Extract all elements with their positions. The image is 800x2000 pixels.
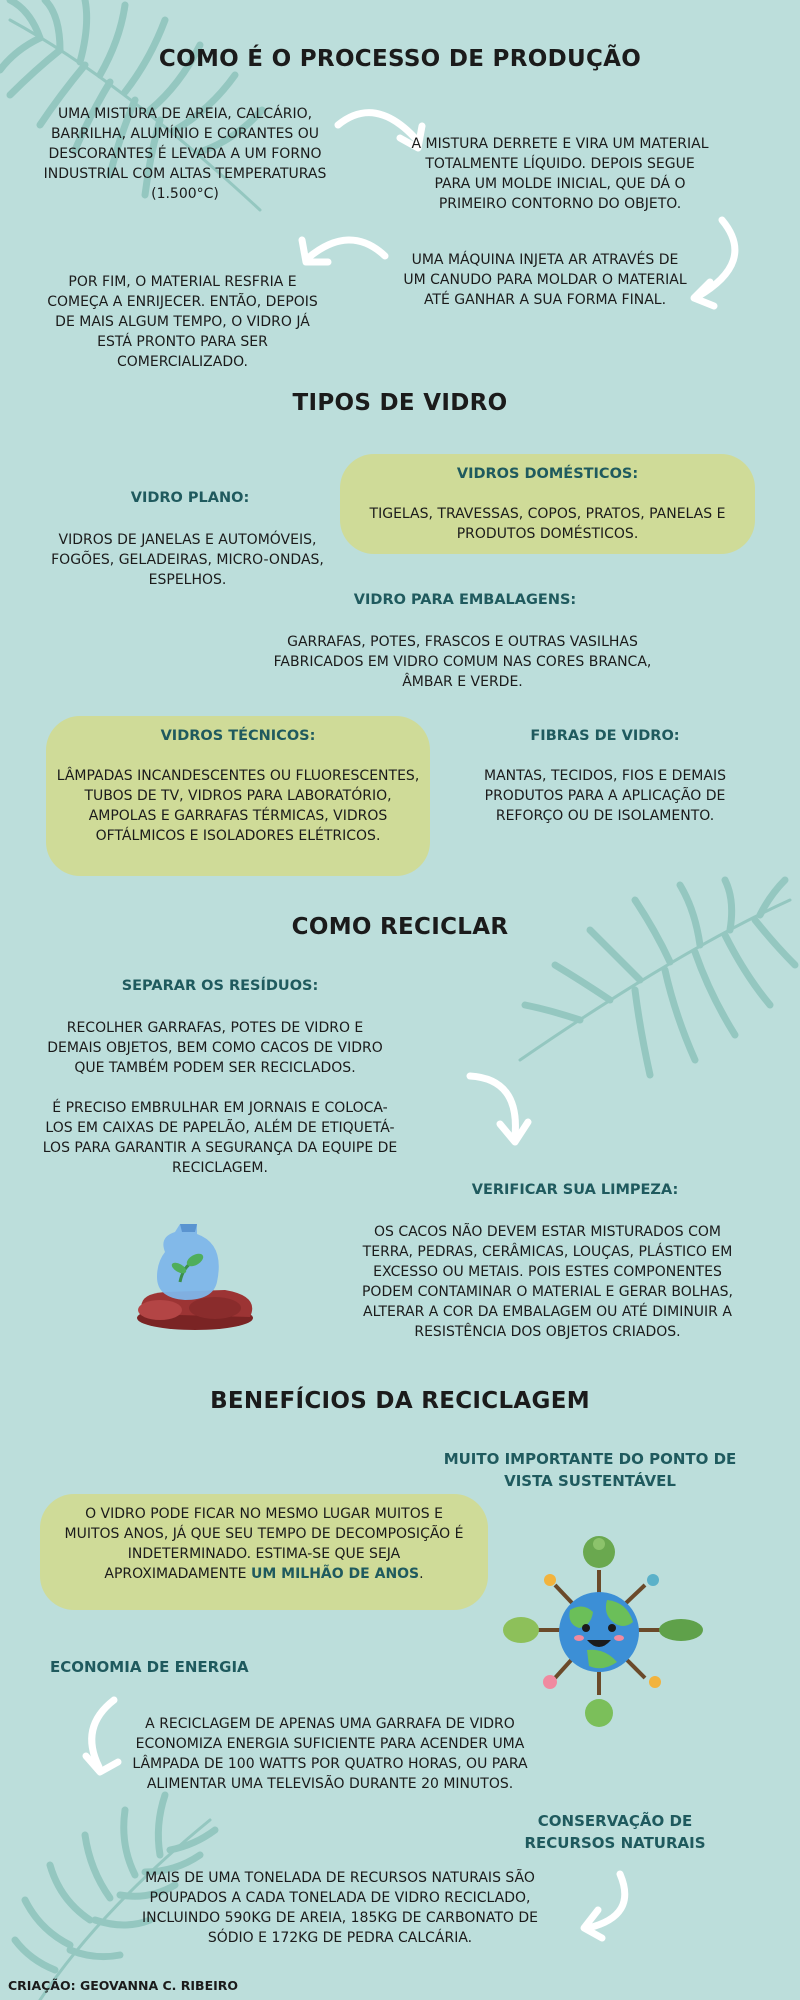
happy-earth-icon [495, 1530, 710, 1735]
sustentavel-text [62, 1504, 466, 1584]
production-step-1: UMA MISTURA DE AREIA, CALCÁRIO, BARRILHA, ALUMÍNIO E CORANTES OU DESCORANTES É LEVADA A UM FORNO INDUSTRIAL COM ALTAS TEMPERATURAS (1.500°C) [43, 106, 327, 202]
sustentavel-end: . [419, 1566, 424, 1582]
fibras-text: MANTAS, TECIDOS, FIOS E DEMAIS PRODUTOS PARA A APLICAÇÃO DE REFORÇO OU DE ISOLAMENTO. [484, 768, 726, 824]
production-step-2: A MISTURA DERRETE E VIRA UM MATERIAL TOTALMENTE LÍQUIDO. DEPOIS SEGUE PARA UM MOLDE INICIAL, QUE DÁ O PRIMEIRO CONTORNO DO OBJETO. [411, 136, 709, 212]
section-title-reciclar: COMO RECICLAR [291, 914, 509, 940]
energia-text: A RECICLAGEM DE APENAS UMA GARRAFA DE VIDRO ECONOMIZA ENERGIA SUFICIENTE PARA ACENDER UMA LÂMPADA DE 100 WATTS POR QUATRO HORAS, OU PARA ALIMENTAR UMA TELEVISÃO DURANTE 20 MINUTOS. [132, 1716, 528, 1792]
vidro-plano-title: VIDRO PLANO: [130, 490, 250, 506]
domesticos-text: TIGELAS, TRAVESSAS, COPOS, PRATOS, PANELAS E PRODUTOS DOMÉSTICOS. [369, 506, 726, 542]
embalagens-text: GARRAFAS, POTES, FRASCOS E OUTRAS VASILHAS FABRICADOS EM VIDRO COMUM NAS CORES BRANCA, ÂMBAR E VERDE. [273, 634, 652, 690]
vidro-plano-text: VIDROS DE JANELAS E AUTOMÓVEIS, FOGÕES, GELADEIRAS, MICRO-ONDAS, ESPELHOS. [51, 532, 324, 588]
production-step-3: UMA MÁQUINA INJETA AR ATRAVÉS DE UM CANUDO PARA MOLDAR O MATERIAL ATÉ GANHAR A SUA FORMA FINAL. [403, 252, 687, 308]
recursos-text: MAIS DE UMA TONELADA DE RECURSOS NATURAIS SÃO POUPADOS A CADA TONELADA DE VIDRO RECICLADO, INCLUINDO 590KG DE AREIA, 185KG DE CARBONATO DE SÓDIO E 172KG DE PEDRA CALCÁRIA. [142, 1870, 538, 1946]
sustentavel-title: MUITO IMPORTANTE DO PONTO DE VISTA SUSTENTÁVEL [443, 1450, 737, 1490]
separar-text-1: RECOLHER GARRAFAS, POTES DE VIDRO E DEMAIS OBJETOS, BEM COMO CACOS DE VIDRO QUE TAMBÉM PODEM SER RECICLADOS. [47, 1020, 383, 1076]
recursos-title: CONSERVAÇÃO DE RECURSOS NATURAIS [524, 1812, 706, 1852]
curved-arrow-icon [570, 1866, 640, 1946]
section-title-tipos: TIPOS DE VIDRO [292, 390, 508, 416]
glass-waste-bag-icon [125, 1222, 265, 1332]
sustentavel-body: O VIDRO PODE FICAR NO MESMO LUGAR MUITOS E MUITOS ANOS, JÁ QUE SEU TEMPO DE DECOMPOSIÇÃO É INDETERMINADO. ESTIMA-SE QUE SEJA APROXIMADAMENTE [64, 1506, 464, 1582]
tecnicos-text: LÂMPADAS INCANDESCENTES OU FLUORESCENTES, TUBOS DE TV, VIDROS PARA LABORATÓRIO, AMPOLAS E GARRAFAS TÉRMICAS, VIDROS OFTÁLMICOS E ISOLADORES ELÉTRICOS. [56, 768, 420, 844]
tecnicos-title: VIDROS TÉCNICOS: [160, 728, 316, 744]
embalagens-title: VIDRO PARA EMBALAGENS: [353, 592, 577, 608]
production-step-4: POR FIM, O MATERIAL RESFRIA E COMEÇA A ENRIJECER. ENTÃO, DEPOIS DE MAIS ALGUM TEMPO, O VIDRO JÁ ESTÁ PRONTO PARA SER COMERCIALIZADO. [47, 274, 318, 370]
energia-title: ECONOMIA DE ENERGIA [50, 1658, 249, 1676]
fibras-title: FIBRAS DE VIDRO: [530, 728, 680, 744]
section-title-beneficios: BENEFÍCIOS DA RECICLAGEM [210, 1388, 590, 1414]
separar-text-2: É PRECISO EMBRULHAR EM JORNAIS E COLOCA-LOS EM CAIXAS DE PAPELÃO, ALÉM DE ETIQUETÁ-LOS PARA GARANTIR A SEGURANÇA DA EQUIPE DE RECICLAGEM. [42, 1100, 398, 1176]
limpeza-title: VERIFICAR SUA LIMPEZA: [471, 1182, 679, 1198]
credit-text: CRIAÇÃO: GEOVANNA C. RIBEIRO [8, 1978, 239, 1993]
curved-arrow-icon [460, 1064, 540, 1154]
section-title-producao: COMO É O PROCESSO DE PRODUÇÃO [158, 46, 642, 72]
limpeza-text: OS CACOS NÃO DEVEM ESTAR MISTURADOS COM TERRA, PEDRAS, CERÂMICAS, LOUÇAS, PLÁSTICO EM EXCESSO OU METAIS. POIS ESTES COMPONENTES PODEM CONTAMINAR O MATERIAL E GERAR BOLHAS, ALTERAR A COR DA EMBALAGEM OU ATÉ DIMINUIR A RESISTÊNCIA DOS OBJETOS CRIADOS. [361, 1224, 733, 1340]
sustentavel-highlight: UM MILHÃO DE ANOS [250, 1566, 420, 1582]
domesticos-title: VIDROS DOMÉSTICOS: [456, 466, 639, 482]
separar-title: SEPARAR OS RESÍDUOS: [121, 978, 319, 994]
palm-leaf-icon [500, 880, 800, 1090]
